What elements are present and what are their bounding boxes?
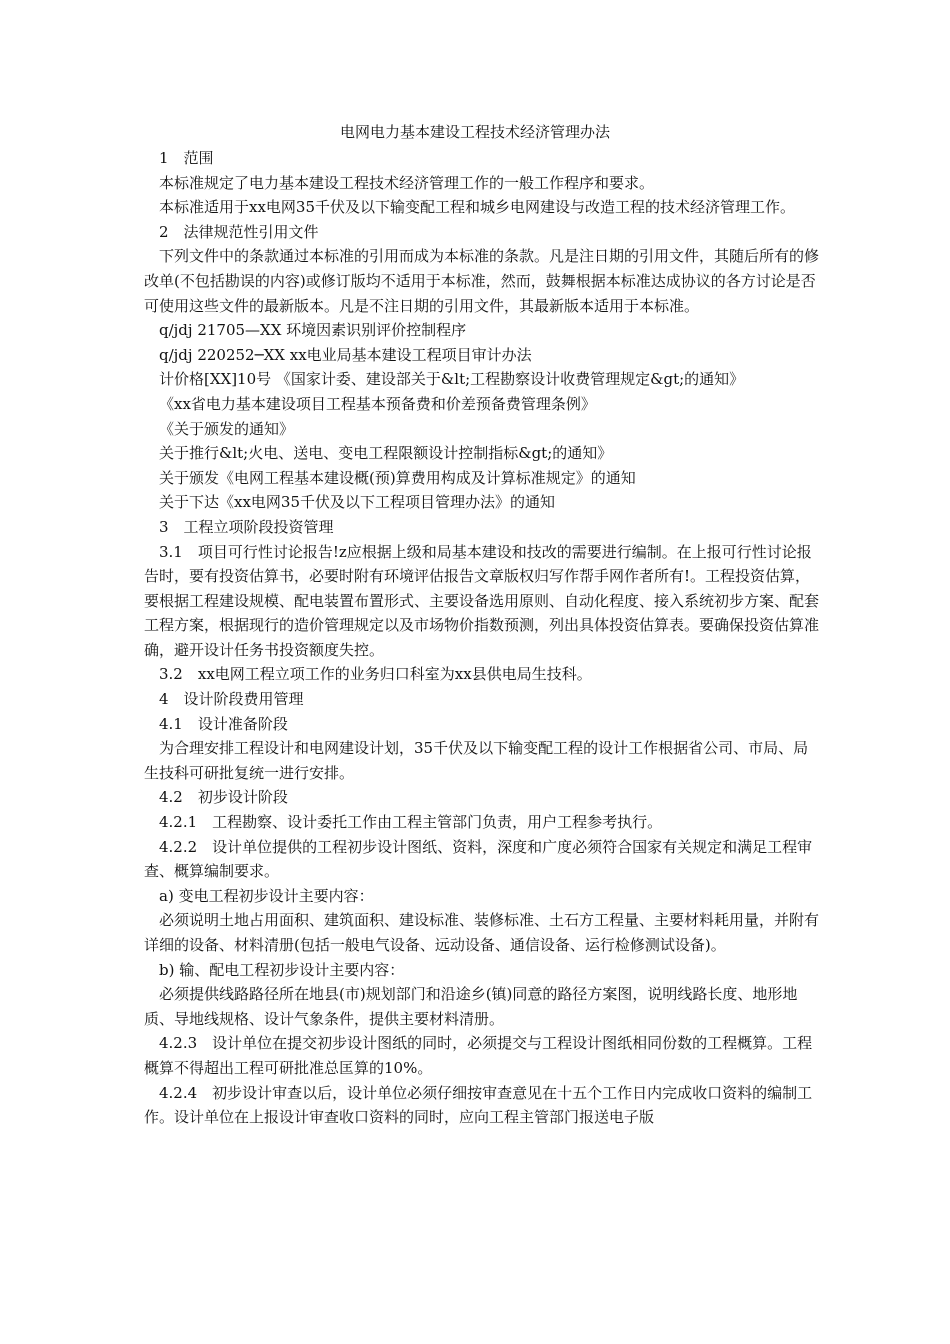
list-label: b) 输、配电工程初步设计主要内容： — [159, 960, 405, 979]
reference-item: 《关于颁发的通知》 — [159, 419, 295, 438]
paragraph: 下列文件中的条款通过本标准的引用而成为本标准的条款。凡是注日期的引用文件，其随后所有的修改单(不包括勘误的内容)或修订版均不适用于本标准，然而，鼓舞根据本标准达成协议的各方讨论是否可使用这些文件的最新版本。凡是不注日期的引用文件，其最新版本适用于本标准。 — [144, 247, 820, 315]
paragraph: 4.2.1 工程勘察、设计委托工作由工程主管部门负责，用户工程参考执行。 — [159, 813, 663, 832]
paragraph: 必须提供线路路径所在地县(市)规划部门和沿途乡(镇)同意的路径方案图，说明线路长度、地形地质、导地线规格、设计气象条件，提供主要材料清册。 — [144, 985, 798, 1028]
reference-item: 计价格[XX]10号 《国家计委、建设部关于&lt;工程勘察设计收费管理规定&gt;的通知》 — [159, 370, 745, 389]
section-heading: 3 工程立项阶段投资管理 — [159, 517, 334, 536]
paragraph: 为合理安排工程设计和电网建设计划，35千伏及以下输变配工程的设计工作根据省公司、市局、局生技科可研批复统一进行安排。 — [144, 739, 809, 782]
reference-item: q/jdj 220252─XX xx电业局基本建设工程项目审计办法 — [159, 345, 532, 364]
paragraph: 4.2.4 初步设计审查以后，设计单位必须仔细按审查意见在十五个工作日内完成收口资料的编制工作。设计单位在上报设计审查收口资料的同时，应向工程主管部门报送电子版 — [144, 1083, 813, 1127]
document-body — [144, 146, 820, 1130]
document-title: 电网电力基本建设工程技术经济管理办法 — [339, 123, 610, 141]
reference-item: 关于推行&lt;火电、送电、变电工程限额设计控制指标&gt;的通知》 — [159, 444, 613, 463]
subsection-heading: 4.2 初步设计阶段 — [159, 788, 288, 807]
section-heading: 2 法律规范性引用文件 — [159, 222, 319, 241]
reference-item: 《xx省电力基本建设项目工程基本预备费和价差预备费管理条例》 — [159, 394, 596, 413]
paragraph: 本标准适用于xx电网35千伏及以下输变配工程和城乡电网建设与改造工程的技术经济管理工作。 — [159, 198, 796, 217]
subsection-heading: 4.1 设计准备阶段 — [159, 714, 288, 733]
paragraph: 3.2 xx电网工程立项工作的业务归口科室为xx县供电局生技科。 — [159, 665, 592, 684]
section-heading: 4 设计阶段费用管理 — [159, 690, 304, 709]
list-label: a) 变电工程初步设计主要内容： — [159, 886, 374, 905]
paragraph: 3.1 项目可行性讨论报告!z应根据上级和局基本建设和技改的需要进行编制。在上报可行性讨论报告时，要有投资估算书，必要时附有环境评估报告文章版权归写作帮手网作者所有!。工程投资估算，要根据工程建设规模、配电装置布置形式、主要设备选用原则、自动化程度、接入系统初步方案、配套工程方案，根据现行的造价管理规定以及市场物价指数预测，列出具体投资估算表。要确保投资估算准确，避开设计任务书投资额度失控。 — [144, 542, 820, 659]
reference-item: q/jdj 21705—XX 环境因素识别评价控制程序 — [159, 321, 467, 340]
paragraph: 4.2.2 设计单位提供的工程初步设计图纸、资料，深度和广度必须符合国家有关规定和满足工程审查、概算编制要求。 — [144, 837, 813, 881]
paragraph: 4.2.3 设计单位在提交初步设计图纸的同时，必须提交与工程设计图纸相同份数的工程概算。工程概算不得超出工程可研批准总匡算的10%。 — [144, 1034, 813, 1077]
section-heading: 1 范围 — [159, 149, 214, 167]
paragraph: 本标准规定了电力基本建设工程技术经济管理工作的一般工作程序和要求。 — [159, 173, 655, 192]
reference-item: 关于下达《xx电网35千伏及以下工程项目管理办法》的通知 — [159, 493, 556, 512]
reference-item: 关于颁发《电网工程基本建设概(预)算费用构成及计算标准规定》的通知 — [159, 468, 636, 487]
paragraph: 必须说明土地占用面积、建筑面积、建设标准、装修标准、土石方工程量、主要材料耗用量，并附有详细的设备、材料清册(包括一般电气设备、远动设备、通信设备、运行检修测试设备)。 — [144, 911, 820, 954]
